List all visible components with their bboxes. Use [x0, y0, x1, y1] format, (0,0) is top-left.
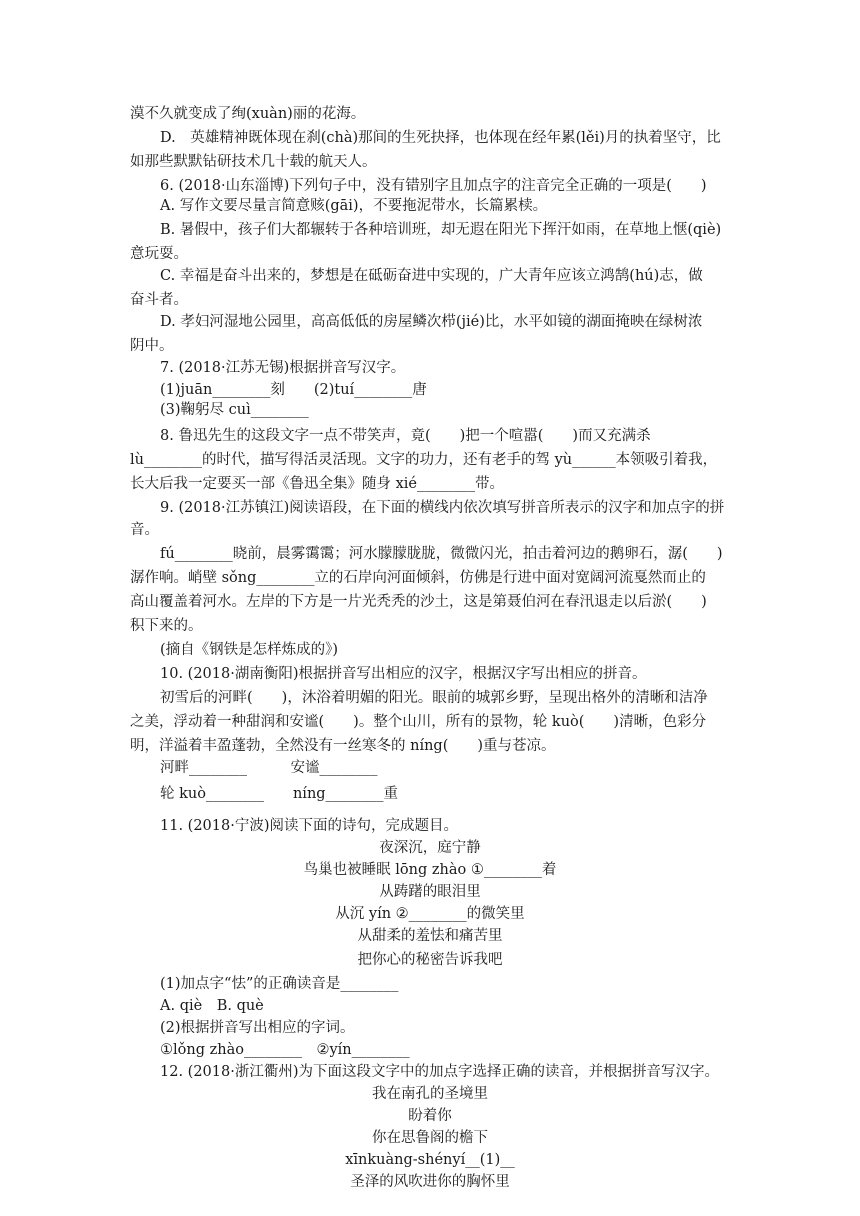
poem-line: 从甜柔的羞怯和痛苦里	[357, 928, 503, 944]
question-10-passage: 之美，浮动着一种甜润和安谧( )。整个山川，所有的景物，轮 kuò( )清晰，色彩分	[130, 714, 707, 730]
question-11-sub-2: (2)根据拼音写出相应的字词。	[160, 1020, 355, 1036]
question-6-option-d: D. 孝妇河湿地公园里，高高低低的房屋鳞次栉(jié)比，水平如镜的湖面掩映在绿树浓	[160, 314, 703, 330]
question-7-items: (3)鞠躬尽 cuì________	[160, 402, 309, 418]
poem-line: 圣泽的风吹进你的胸怀里	[350, 1174, 510, 1190]
text-line: 如那些默默钻研技术几十载的航天人。	[130, 154, 377, 170]
poem-line: 把你心的秘密告诉我吧	[357, 952, 503, 968]
question-8-text: 长大后我一定要买一部《鲁迅全集》随身 xié________带。	[130, 476, 505, 492]
question-7-title: 7. (2018·江苏无锡)根据拼音写汉字。	[160, 360, 406, 376]
text-line: 奋斗者。	[130, 292, 188, 308]
text-line: 音。	[130, 522, 159, 538]
question-6-option-a: A. 写作文要尽量言简意赅(gāi)，不要拖泥带水，长篇累椟。	[160, 198, 548, 214]
text-line: 漠不久就变成了绚(xuàn)丽的花海。	[130, 106, 366, 122]
question-6-title: 6. (2018·山东淄博)下列句子中，没有错别字且加点字的注音完全正确的一项是( )	[160, 178, 707, 194]
poem-line: 你在思鲁阁的檐下	[372, 1130, 488, 1146]
poem-line: 我在南孔的圣境里	[372, 1086, 488, 1102]
question-6-option-c: C. 幸福是奋斗出来的，梦想是在砥砺奋进中实现的，广大青年应该立鸿鹄(hú)志，做	[160, 268, 703, 284]
question-8-text: lù________的时代，描写得活灵活现。文字的功力，还有老手的驾 yù______本领吸引着我，	[130, 452, 718, 468]
question-8-text: 8. 鲁迅先生的这段文字一点不带笑声，竟( )把一个喧嚣( )而又充满杀	[160, 428, 651, 444]
question-9-passage: 高山覆盖着河水。左岸的下方是一片光秃秃的沙土，这是第聂伯河在春汛退走以后淤( )	[130, 594, 707, 610]
question-9-source: (摘自《钢铁是怎样炼成的》)	[160, 642, 339, 658]
poem-line: 从踌躇的眼泪里	[379, 884, 481, 900]
question-10-title: 10. (2018·湖南衡阳)根据拼音写出相应的汉字，根据汉字写出相应的拼音。	[160, 666, 647, 682]
question-12-title: 12. (2018·浙江衢州)为下面这段文字中的加点字选择正确的读音，并根据拼音写汉字。	[160, 1064, 719, 1080]
poem-line: xīnkuàng-shényí__(1)__	[345, 1152, 515, 1168]
question-11-sub-1: (1)加点字“怯”的正确读音是________	[160, 976, 399, 992]
poem-line: 鸟巢也被睡眠 lōng zhào ①________着	[303, 862, 557, 878]
question-11-title: 11. (2018·宁波)阅读下面的诗句，完成题目。	[160, 818, 458, 834]
text-line: 意玩耍。	[130, 246, 188, 262]
poem-line: 盼着你	[408, 1108, 452, 1124]
poem-line: 从沉 yín ②________的微笑里	[335, 906, 525, 922]
question-9-passage: 潺作响。峭壁 sǒng________立的石岸向河面倾斜，仿佛是行进中面对宽阔河流戛然而止的	[130, 570, 706, 586]
question-11-answers: ①lǒng zhào________ ②yín________	[160, 1042, 410, 1058]
question-10-passage: 初雪后的河畔( )，沐浴着明媚的阳光。眼前的城郭乡野，呈现出格外的清晰和洁净	[160, 690, 708, 706]
question-11-options: A. qiè B. què	[160, 998, 264, 1014]
question-10-passage: 明，洋溢着丰盈蓬勃，全然没有一丝寒冬的 níng( )重与苍凉。	[130, 738, 556, 754]
option-d-line: D. 英雄精神既体现在刹(chà)那间的生死抉择，也体现在经年累(lěi)月的执着坚守，比	[160, 130, 721, 146]
question-7-items: (1)juān________刻 (2)tuí________唐	[160, 382, 427, 398]
poem-line: 夜深沉，庭宁静	[379, 840, 481, 856]
text-line: 阴中。	[130, 338, 174, 354]
question-9-passage: 积下来的。	[130, 618, 203, 634]
question-10-answers: 河畔________ 安谧________	[160, 760, 378, 776]
question-9-passage: fú________晓前，晨雾霭霭；河水朦朦胧胧，微微闪光，拍击着河边的鹅卵石，潺( )	[160, 546, 723, 562]
question-6-option-b: B. 暑假中，孩子们大都辗转于各种培训班，却无遐在阳光下挥汗如雨，在草地上惬(qiè)	[160, 222, 722, 238]
question-10-answers: 轮 kuò________ níng________重	[160, 786, 399, 802]
question-9-title: 9. (2018·江苏镇江)阅读语段，在下面的横线内依次填写拼音所表示的汉字和加点字的拼	[160, 500, 725, 516]
